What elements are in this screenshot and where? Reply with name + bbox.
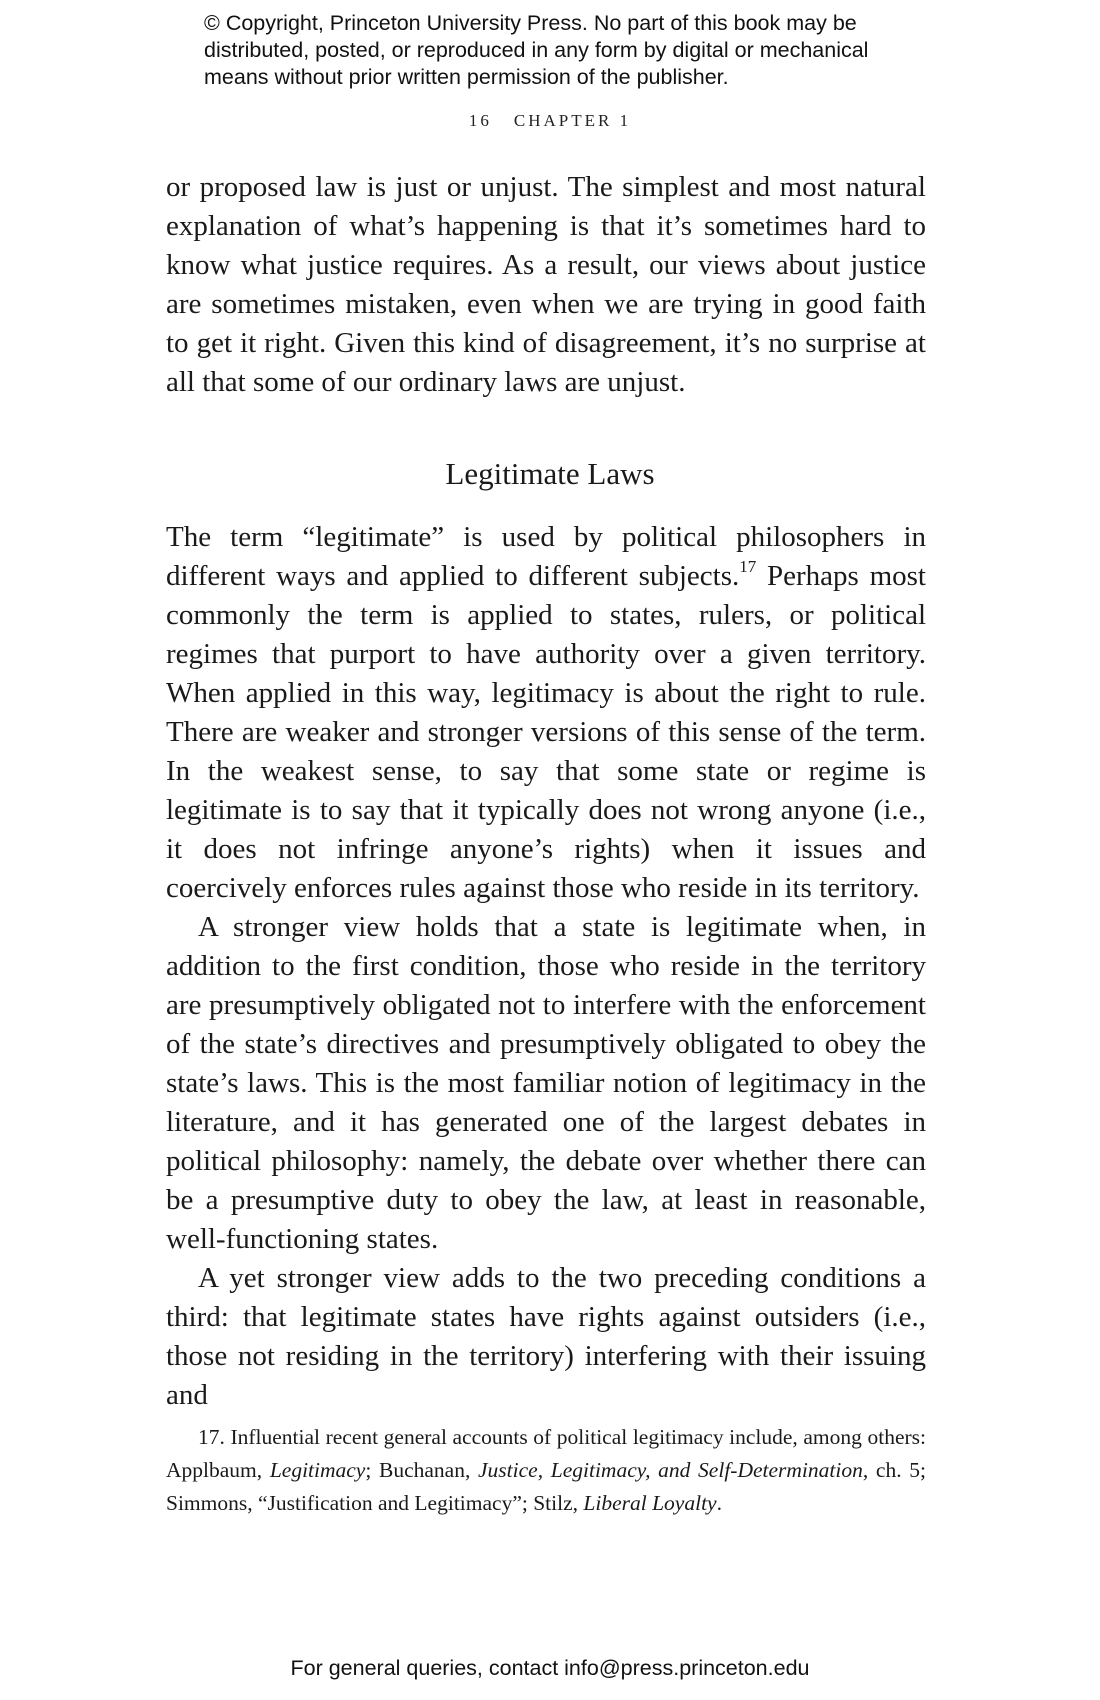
footnote-text: , ch. 5; Simmons, “Justification and Legitimacy”; Stilz, (166, 1458, 926, 1515)
paragraph-1-start: The term “legitimate” is used by political philosophers in different ways and applied to different subjects. (166, 521, 926, 592)
paragraph-1 (166, 518, 926, 908)
paragraph-3: A yet stronger view adds to the two preceding conditions a third: that legitimate states have rights against outsiders (i.e., those not residing in the territory) interfering with their issuing and (166, 1262, 926, 1411)
section-body (166, 518, 926, 1415)
citation-title: Liberal Loyalty (583, 1491, 717, 1515)
footnote-text: . (716, 1491, 722, 1515)
citation-title: Justice, Legitimacy, and Self-Determination (478, 1458, 863, 1482)
paragraph-1-rest: Perhaps most commonly the term is applied to states, rulers, or political regimes that purport to have authority over a given territory. When applied in this way, legitimacy is about the right to rule. There are weaker and stronger versions of this sense of the term. In the weakest sense, to say that some state or regime is legitimate is to say that it typically does not wrong anyone (i.e., it does not infringe anyone’s rights) when it issues and coercively enforces rules against those who reside in its territory. (166, 560, 926, 904)
copyright-line-2: distributed, posted, or reproduced in any form by digital or mechanical (204, 38, 869, 62)
footnote-number: 17. (198, 1425, 225, 1449)
intro-text (166, 168, 926, 402)
footnote-ref-17[interactable]: 17 (739, 557, 757, 576)
copyright-line-3: means without prior written permission of the publisher. (204, 65, 729, 89)
page-number: 16 (468, 111, 492, 130)
footnote-text: ; Buchanan, (365, 1458, 479, 1482)
footnote-17 (166, 1421, 926, 1520)
contact-line: For general queries, contact info@press.princeton.edu (290, 1656, 810, 1680)
footnote-text: Influential recent general accounts of political legitimacy include, among others: Applbaum, (166, 1425, 926, 1482)
intro-paragraph: or proposed law is just or unjust. The simplest and most natural explanation of what’s happening is that it’s sometimes hard to know what justice requires. As a result, our views about justice are sometimes mistaken, even when we are trying in good faith to get it right. Given this kind of disagreement, it’s no surprise at all that some of our ordinary laws are unjust. (166, 171, 926, 398)
section-heading: Legitimate Laws (445, 456, 655, 491)
copyright-notice (204, 10, 924, 91)
paragraph-2: A stronger view holds that a state is legitimate when, in addition to the first condition, those who reside in the territory are presumptively obligated not to interfere with the enforcement of the state’s directives and presumptively obligated to obey the state’s laws. This is the most familiar notion of legitimacy in the literature, and it has generated one of the largest debates in political philosophy: namely, the debate over whether there can be a presumptive duty to obey the law, at least in reasonable, well-functioning states. (166, 911, 926, 1255)
chapter-label: CHAPTER 1 (513, 111, 632, 130)
citation-title: Legitimacy (269, 1458, 366, 1482)
copyright-line-1: © Copyright, Princeton University Press. No part of this book may be (204, 11, 857, 35)
running-head (0, 111, 1100, 131)
